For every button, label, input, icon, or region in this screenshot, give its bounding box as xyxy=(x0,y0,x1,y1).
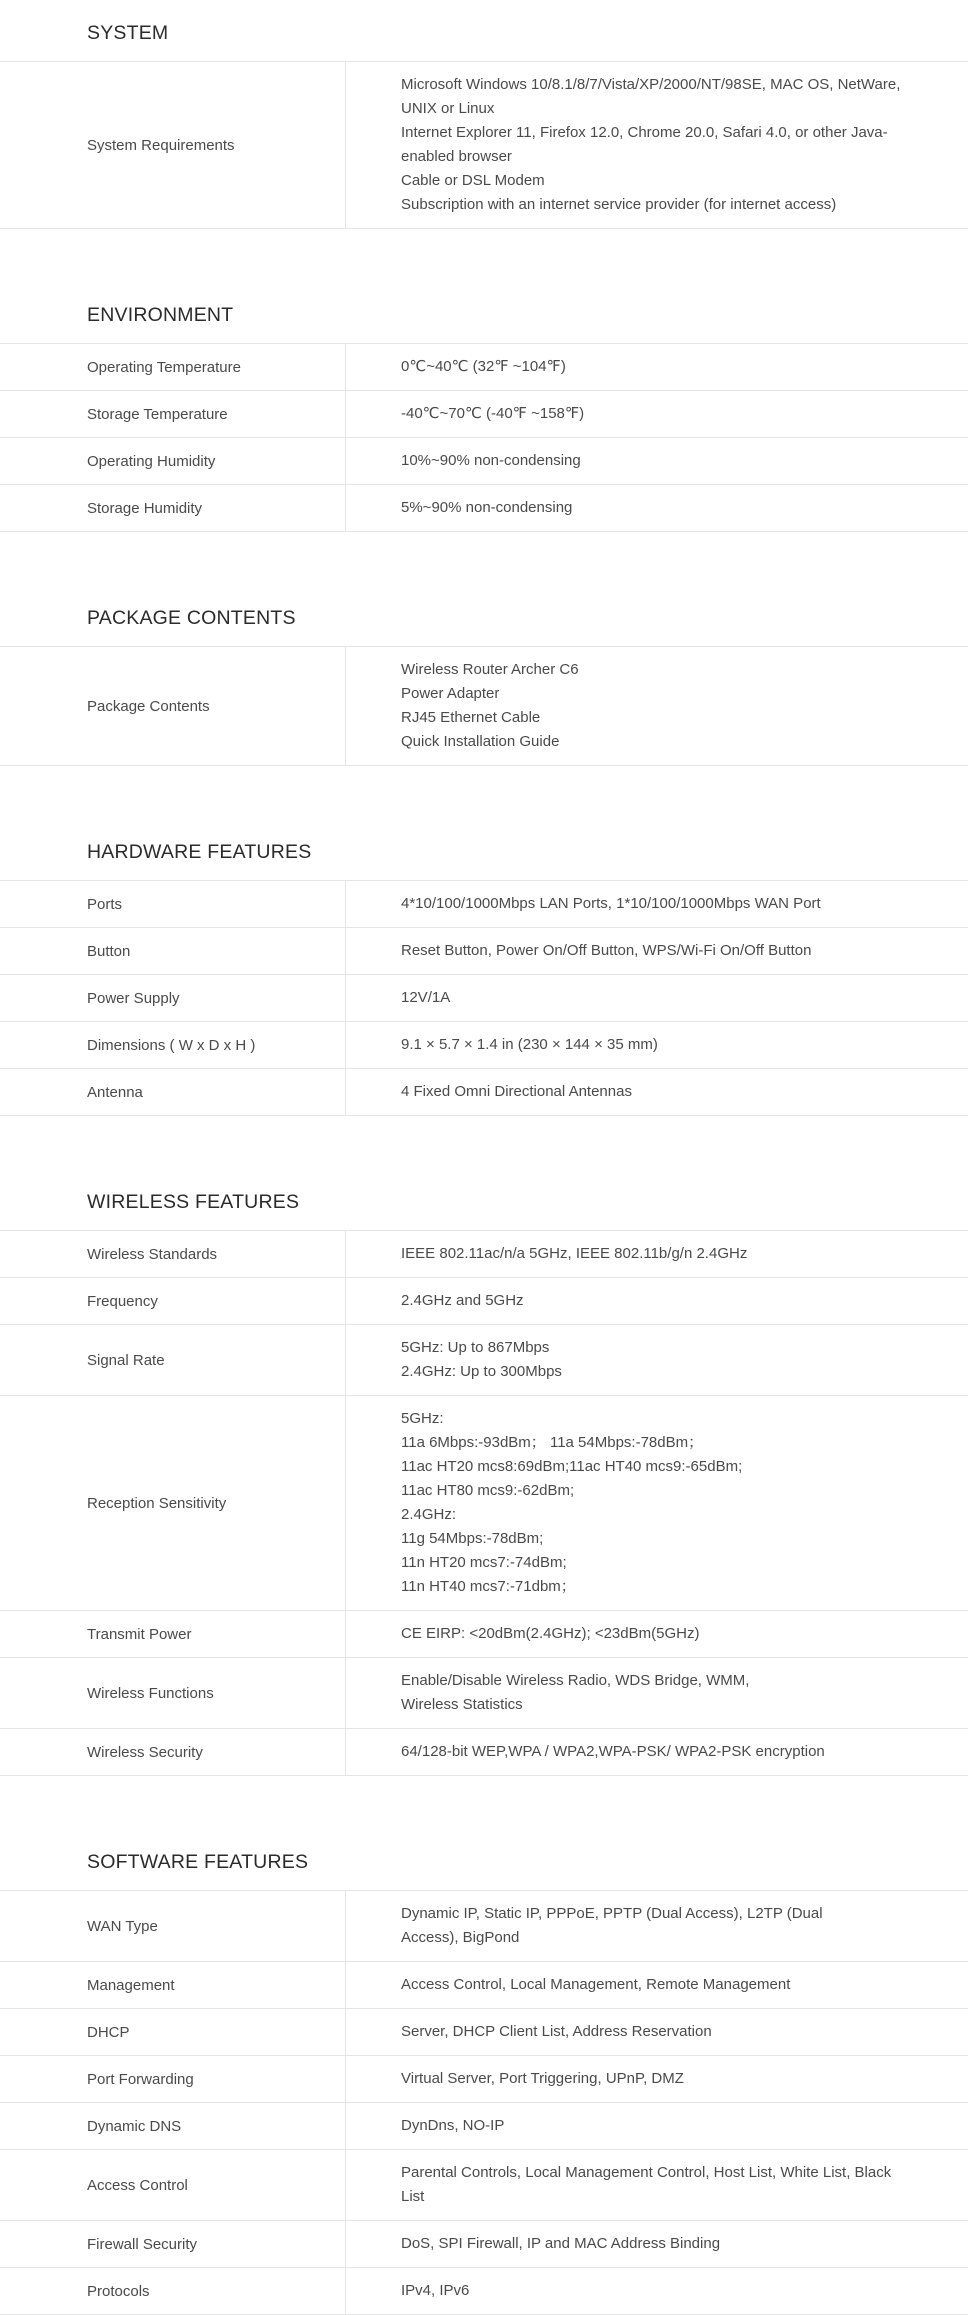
spec-value-line: 64/128-bit WEP,WPA / WPA2,WPA-PSK/ WPA2-PSK encryption xyxy=(401,1743,825,1760)
spec-value-line: DoS, SPI Firewall, IP and MAC Address Binding xyxy=(401,2235,721,2252)
spec-row xyxy=(0,1891,968,1962)
spec-label: Wireless Security xyxy=(0,1729,346,1775)
spec-label: Dynamic DNS xyxy=(0,2103,346,2149)
spec-value-line: 9.1 × 5.7 × 1.4 in (230 × 144 × 35 mm) xyxy=(401,1036,658,1053)
spec-value-line: 10%~90% non-condensing xyxy=(401,452,581,469)
spec-label: Wireless Standards xyxy=(0,1231,346,1277)
spec-value-line: Power Adapter xyxy=(401,685,500,702)
spec-value xyxy=(346,449,968,473)
spec-value-line: IEEE 802.11ac/n/a 5GHz, IEEE 802.11b/g/n 2.4GHz xyxy=(401,1245,748,1262)
spec-label: Operating Humidity xyxy=(0,438,346,484)
spec-value xyxy=(346,892,968,916)
spec-value xyxy=(346,939,968,963)
spec-row xyxy=(0,928,968,975)
spec-value-line: List xyxy=(401,2188,425,2205)
section-title: HARDWARE FEATURES xyxy=(0,819,968,881)
spec-value-line: 2.4GHz: xyxy=(401,1506,457,1523)
section-gap xyxy=(0,766,968,819)
spec-value-line: IPv4, IPv6 xyxy=(401,2282,470,2299)
spec-label: Management xyxy=(0,1962,346,2008)
spec-label: Ports xyxy=(0,881,346,927)
spec-value xyxy=(346,1407,968,1599)
spec-value-line: 5%~90% non-condensing xyxy=(401,499,573,516)
spec-value-line: Parental Controls, Local Management Control, Host List, White List, Black xyxy=(401,2164,892,2181)
spec-label: Transmit Power xyxy=(0,1611,346,1657)
spec-label: Storage Humidity xyxy=(0,485,346,531)
spec-value-line: 11n HT20 mcs7:-74dBm; xyxy=(401,1554,567,1571)
spec-value-line: 11g 54Mbps:-78dBm; xyxy=(401,1530,544,1547)
spec-value-line: Access Control, Local Management, Remote Management xyxy=(401,1976,791,1993)
spec-row xyxy=(0,2221,968,2268)
spec-value-line: UNIX or Linux xyxy=(401,100,495,117)
spec-label: Package Contents xyxy=(0,647,346,765)
spec-value-line: 4 Fixed Omni Directional Antennas xyxy=(401,1083,632,1100)
spec-row xyxy=(0,2268,968,2315)
spec-value xyxy=(346,1669,968,1717)
spec-label: Protocols xyxy=(0,2268,346,2314)
spec-value xyxy=(346,402,968,426)
spec-row xyxy=(0,2150,968,2221)
spec-row xyxy=(0,485,968,532)
spec-value-line: Access), BigPond xyxy=(401,1929,520,1946)
spec-row xyxy=(0,2009,968,2056)
spec-row xyxy=(0,1658,968,1729)
spec-row xyxy=(0,391,968,438)
section-title: WIRELESS FEATURES xyxy=(0,1169,968,1231)
spec-value-line: 12V/1A xyxy=(401,989,451,1006)
spec-value xyxy=(346,1242,968,1266)
spec-value-line: enabled browser xyxy=(401,148,512,165)
spec-value xyxy=(346,1033,968,1057)
spec-value xyxy=(346,2114,968,2138)
spec-value xyxy=(346,2067,968,2091)
section-gap xyxy=(0,1776,968,1829)
spec-value-line: Quick Installation Guide xyxy=(401,733,560,750)
spec-label: Operating Temperature xyxy=(0,344,346,390)
spec-value xyxy=(346,1336,968,1384)
spec-value-line: Subscription with an internet service provider (for internet access) xyxy=(401,196,837,213)
spec-value xyxy=(346,73,968,217)
spec-value-line: 4*10/100/1000Mbps LAN Ports, 1*10/100/1000Mbps WAN Port xyxy=(401,895,821,912)
spec-value-line: Microsoft Windows 10/8.1/8/7/Vista/XP/2000/NT/98SE, MAC OS, NetWare, xyxy=(401,76,901,93)
spec-row xyxy=(0,647,968,766)
spec-value-line: Virtual Server, Port Triggering, UPnP, DMZ xyxy=(401,2070,684,2087)
spec-value-line: CE EIRP: <20dBm(2.4GHz); <23dBm(5GHz) xyxy=(401,1625,700,1642)
spec-label: Firewall Security xyxy=(0,2221,346,2267)
spec-label: Port Forwarding xyxy=(0,2056,346,2102)
spec-value xyxy=(346,2161,968,2209)
spec-row xyxy=(0,1325,968,1396)
section-gap xyxy=(0,1116,968,1169)
spec-label: DHCP xyxy=(0,2009,346,2055)
section-title: PACKAGE CONTENTS xyxy=(0,585,968,647)
spec-row xyxy=(0,1962,968,2009)
spec-label: Signal Rate xyxy=(0,1325,346,1395)
spec-value-line: 5GHz: Up to 867Mbps xyxy=(401,1339,550,1356)
spec-row xyxy=(0,1278,968,1325)
section-gap xyxy=(0,532,968,585)
spec-label: Frequency xyxy=(0,1278,346,1324)
section-title: SOFTWARE FEATURES xyxy=(0,1829,968,1891)
spec-value-line: 0℃~40℃ (32℉ ~104℉) xyxy=(401,358,566,375)
spec-value xyxy=(346,355,968,379)
spec-row xyxy=(0,2103,968,2150)
spec-label: Access Control xyxy=(0,2150,346,2220)
spec-label: Storage Temperature xyxy=(0,391,346,437)
spec-value xyxy=(346,1973,968,1997)
spec-row xyxy=(0,881,968,928)
spec-row xyxy=(0,62,968,229)
spec-value-line: 5GHz: xyxy=(401,1410,444,1427)
spec-value-line: 11ac HT20 mcs8:69dBm;11ac HT40 mcs9:-65dBm; xyxy=(401,1458,743,1475)
spec-row xyxy=(0,2056,968,2103)
spec-label: Wireless Functions xyxy=(0,1658,346,1728)
spec-row xyxy=(0,344,968,391)
spec-value xyxy=(346,1289,968,1313)
spec-value xyxy=(346,1902,968,1950)
spec-value-line: -40℃~70℃ (-40℉ ~158℉) xyxy=(401,405,585,422)
spec-value xyxy=(346,2279,968,2303)
section-title: SYSTEM xyxy=(0,0,968,62)
spec-value xyxy=(346,1622,968,1646)
section-title: ENVIRONMENT xyxy=(0,282,968,344)
spec-value-line: Cable or DSL Modem xyxy=(401,172,545,189)
spec-value xyxy=(346,658,968,754)
spec-value-line: RJ45 Ethernet Cable xyxy=(401,709,541,726)
spec-value-line: 2.4GHz: Up to 300Mbps xyxy=(401,1363,562,1380)
spec-value xyxy=(346,1740,968,1764)
spec-value xyxy=(346,1080,968,1104)
spec-value-line: Wireless Statistics xyxy=(401,1696,523,1713)
spec-row xyxy=(0,1069,968,1116)
spec-label: System Requirements xyxy=(0,62,346,228)
spec-row xyxy=(0,975,968,1022)
spec-value-line: Reset Button, Power On/Off Button, WPS/Wi-Fi On/Off Button xyxy=(401,942,812,959)
spec-row xyxy=(0,1022,968,1069)
spec-value xyxy=(346,496,968,520)
spec-row xyxy=(0,438,968,485)
spec-value xyxy=(346,2232,968,2256)
spec-value xyxy=(346,2020,968,2044)
spec-value-line: DynDns, NO-IP xyxy=(401,2117,505,2134)
spec-label: Reception Sensitivity xyxy=(0,1396,346,1610)
spec-label: Power Supply xyxy=(0,975,346,1021)
spec-value-line: Internet Explorer 11, Firefox 12.0, Chrome 20.0, Safari 4.0, or other Java- xyxy=(401,124,888,141)
spec-value-line: Enable/Disable Wireless Radio, WDS Bridge, WMM, xyxy=(401,1672,750,1689)
spec-value-line: Dynamic IP, Static IP, PPPoE, PPTP (Dual Access), L2TP (Dual xyxy=(401,1905,823,1922)
spec-value-line: 11ac HT80 mcs9:-62dBm; xyxy=(401,1482,575,1499)
spec-value-line: 2.4GHz and 5GHz xyxy=(401,1292,524,1309)
spec-value-line: 11n HT40 mcs7:-71dbm； xyxy=(401,1578,576,1595)
spec-label: WAN Type xyxy=(0,1891,346,1961)
spec-row xyxy=(0,1231,968,1278)
spec-value xyxy=(346,986,968,1010)
spec-value-line: Server, DHCP Client List, Address Reservation xyxy=(401,2023,712,2040)
spec-row xyxy=(0,1396,968,1611)
spec-value-line: 11a 6Mbps:-93dBm； 11a 54Mbps:-78dBm； xyxy=(401,1434,704,1451)
spec-row xyxy=(0,1729,968,1776)
spec-row xyxy=(0,1611,968,1658)
spec-value-line: Wireless Router Archer C6 xyxy=(401,661,579,678)
spec-label: Dimensions ( W x D x H ) xyxy=(0,1022,346,1068)
spec-label: Antenna xyxy=(0,1069,346,1115)
spec-label: Button xyxy=(0,928,346,974)
section-gap xyxy=(0,229,968,282)
